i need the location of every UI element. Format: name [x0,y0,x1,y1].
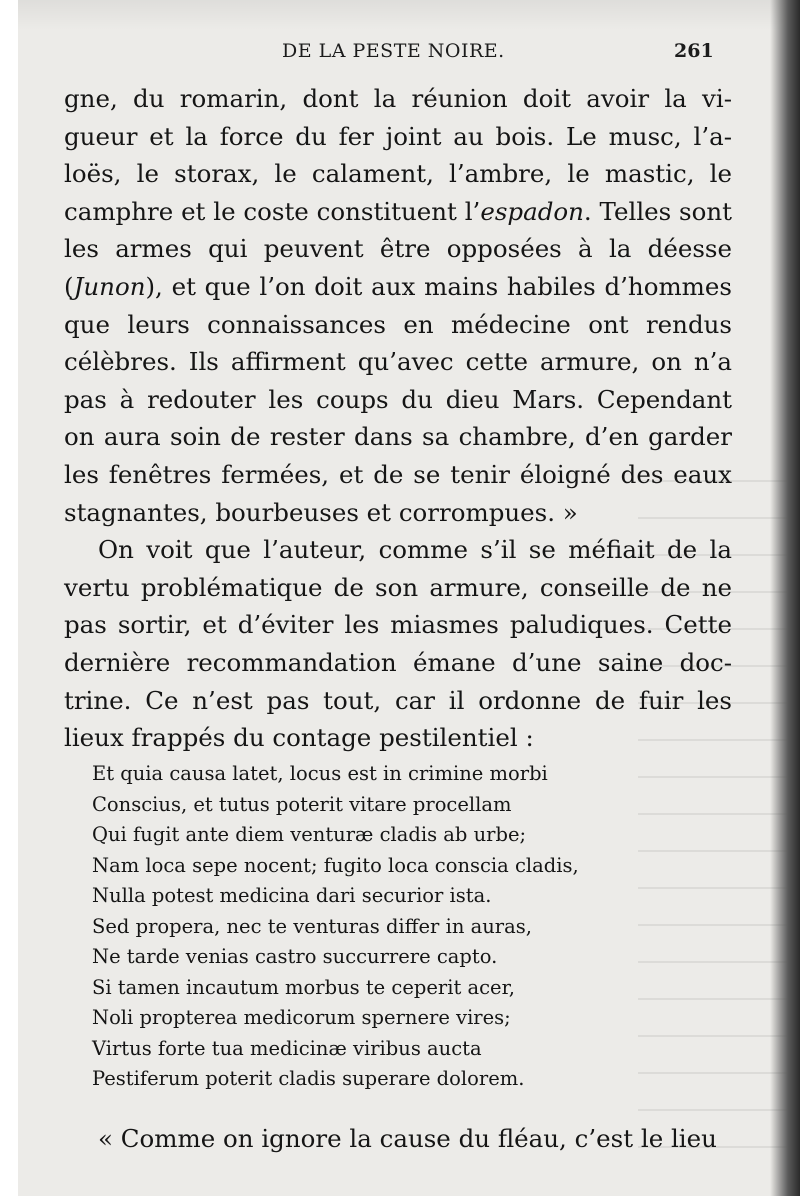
text-line: pas à redouter les coups du dieu Mars. Cependant [64,384,732,414]
text-line: On voit que l’auteur, comme s’il se méfiait de la [98,535,732,565]
text-line: on aura soin de rester dans sa chambre, d’en garder [64,422,732,452]
text-line: trine. Ce n’est pas tout, car il ordonne de fuir les [64,685,732,715]
verse-line: Sed propera, nec te venturas differ in auras, [92,914,532,938]
text-line: vertu problématique de son armure, conseille de ne [64,572,732,602]
page-shading [18,0,800,30]
text-line: pas sortir, et d’éviter les miasmes paludiques. Cette [64,610,732,640]
text-line: (Junon), et que l’on doit aux mains habiles d’hommes [64,271,732,301]
closing-paragraph [64,1120,732,1158]
text-line: les armes qui peuvent être opposées à la déesse [64,234,732,264]
text-line: « Comme on ignore la cause du fléau, c’est le lieu [98,1124,717,1153]
latin-verse-block [92,759,652,1095]
text-line: célèbres. Ils affirment qu’avec cette armure, on n’a [64,347,732,377]
body-text [64,80,732,757]
text-line: gueur et la force du fer joint au bois. Le musc, l’a- [64,121,732,151]
verse-line: Virtus forte tua medicinæ viribus aucta [92,1036,482,1060]
verse-line: Ne tarde venias castro succurrere capto. [92,945,498,968]
verse-line: Nulla potest medicina dari securior ista. [92,884,492,907]
text-line: lieux frappés du contage pestilentiel : [64,723,534,753]
verse-line: Nam loca sepe nocent; fugito loca conscia cladis, [92,853,579,877]
text-line: camphre et le coste constituent l’espadon. Telles sont [64,196,732,226]
book-page [18,0,800,1196]
verse-line: Et quia causa latet, locus est in crimine morbi [92,762,548,785]
verse-line: Qui fugit ante diem venturæ cladis ab urbe; [92,823,527,846]
page-number: 261 [674,40,714,62]
verse-line: Si tamen incautum morbus te ceperit acer, [92,975,515,999]
running-title: DE LA PESTE NOIRE. [282,40,505,62]
text-line: dernière recommandation émane d’une saine doc- [64,647,732,677]
text-line: les fenêtres fermées, et de se tenir éloigné des eaux [64,459,732,489]
verse-line: Noli propterea medicorum spernere vires; [92,1006,511,1029]
text-line: gne, du romarin, dont la réunion doit avoir la vi- [64,84,732,113]
text-line: stagnantes, bourbeuses et corrompues. » [64,497,578,527]
verse-line: Conscius, et tutus poterit vitare procellam [92,792,512,816]
verse-line: Pestiferum poterit cladis superare dolorem. [92,1067,525,1090]
page-edge-shadow [770,0,800,1196]
text-line: loës, le storax, le calament, l’ambre, le mastic, le [64,159,732,189]
text-line: que leurs connaissances en médecine ont rendus [64,309,732,339]
